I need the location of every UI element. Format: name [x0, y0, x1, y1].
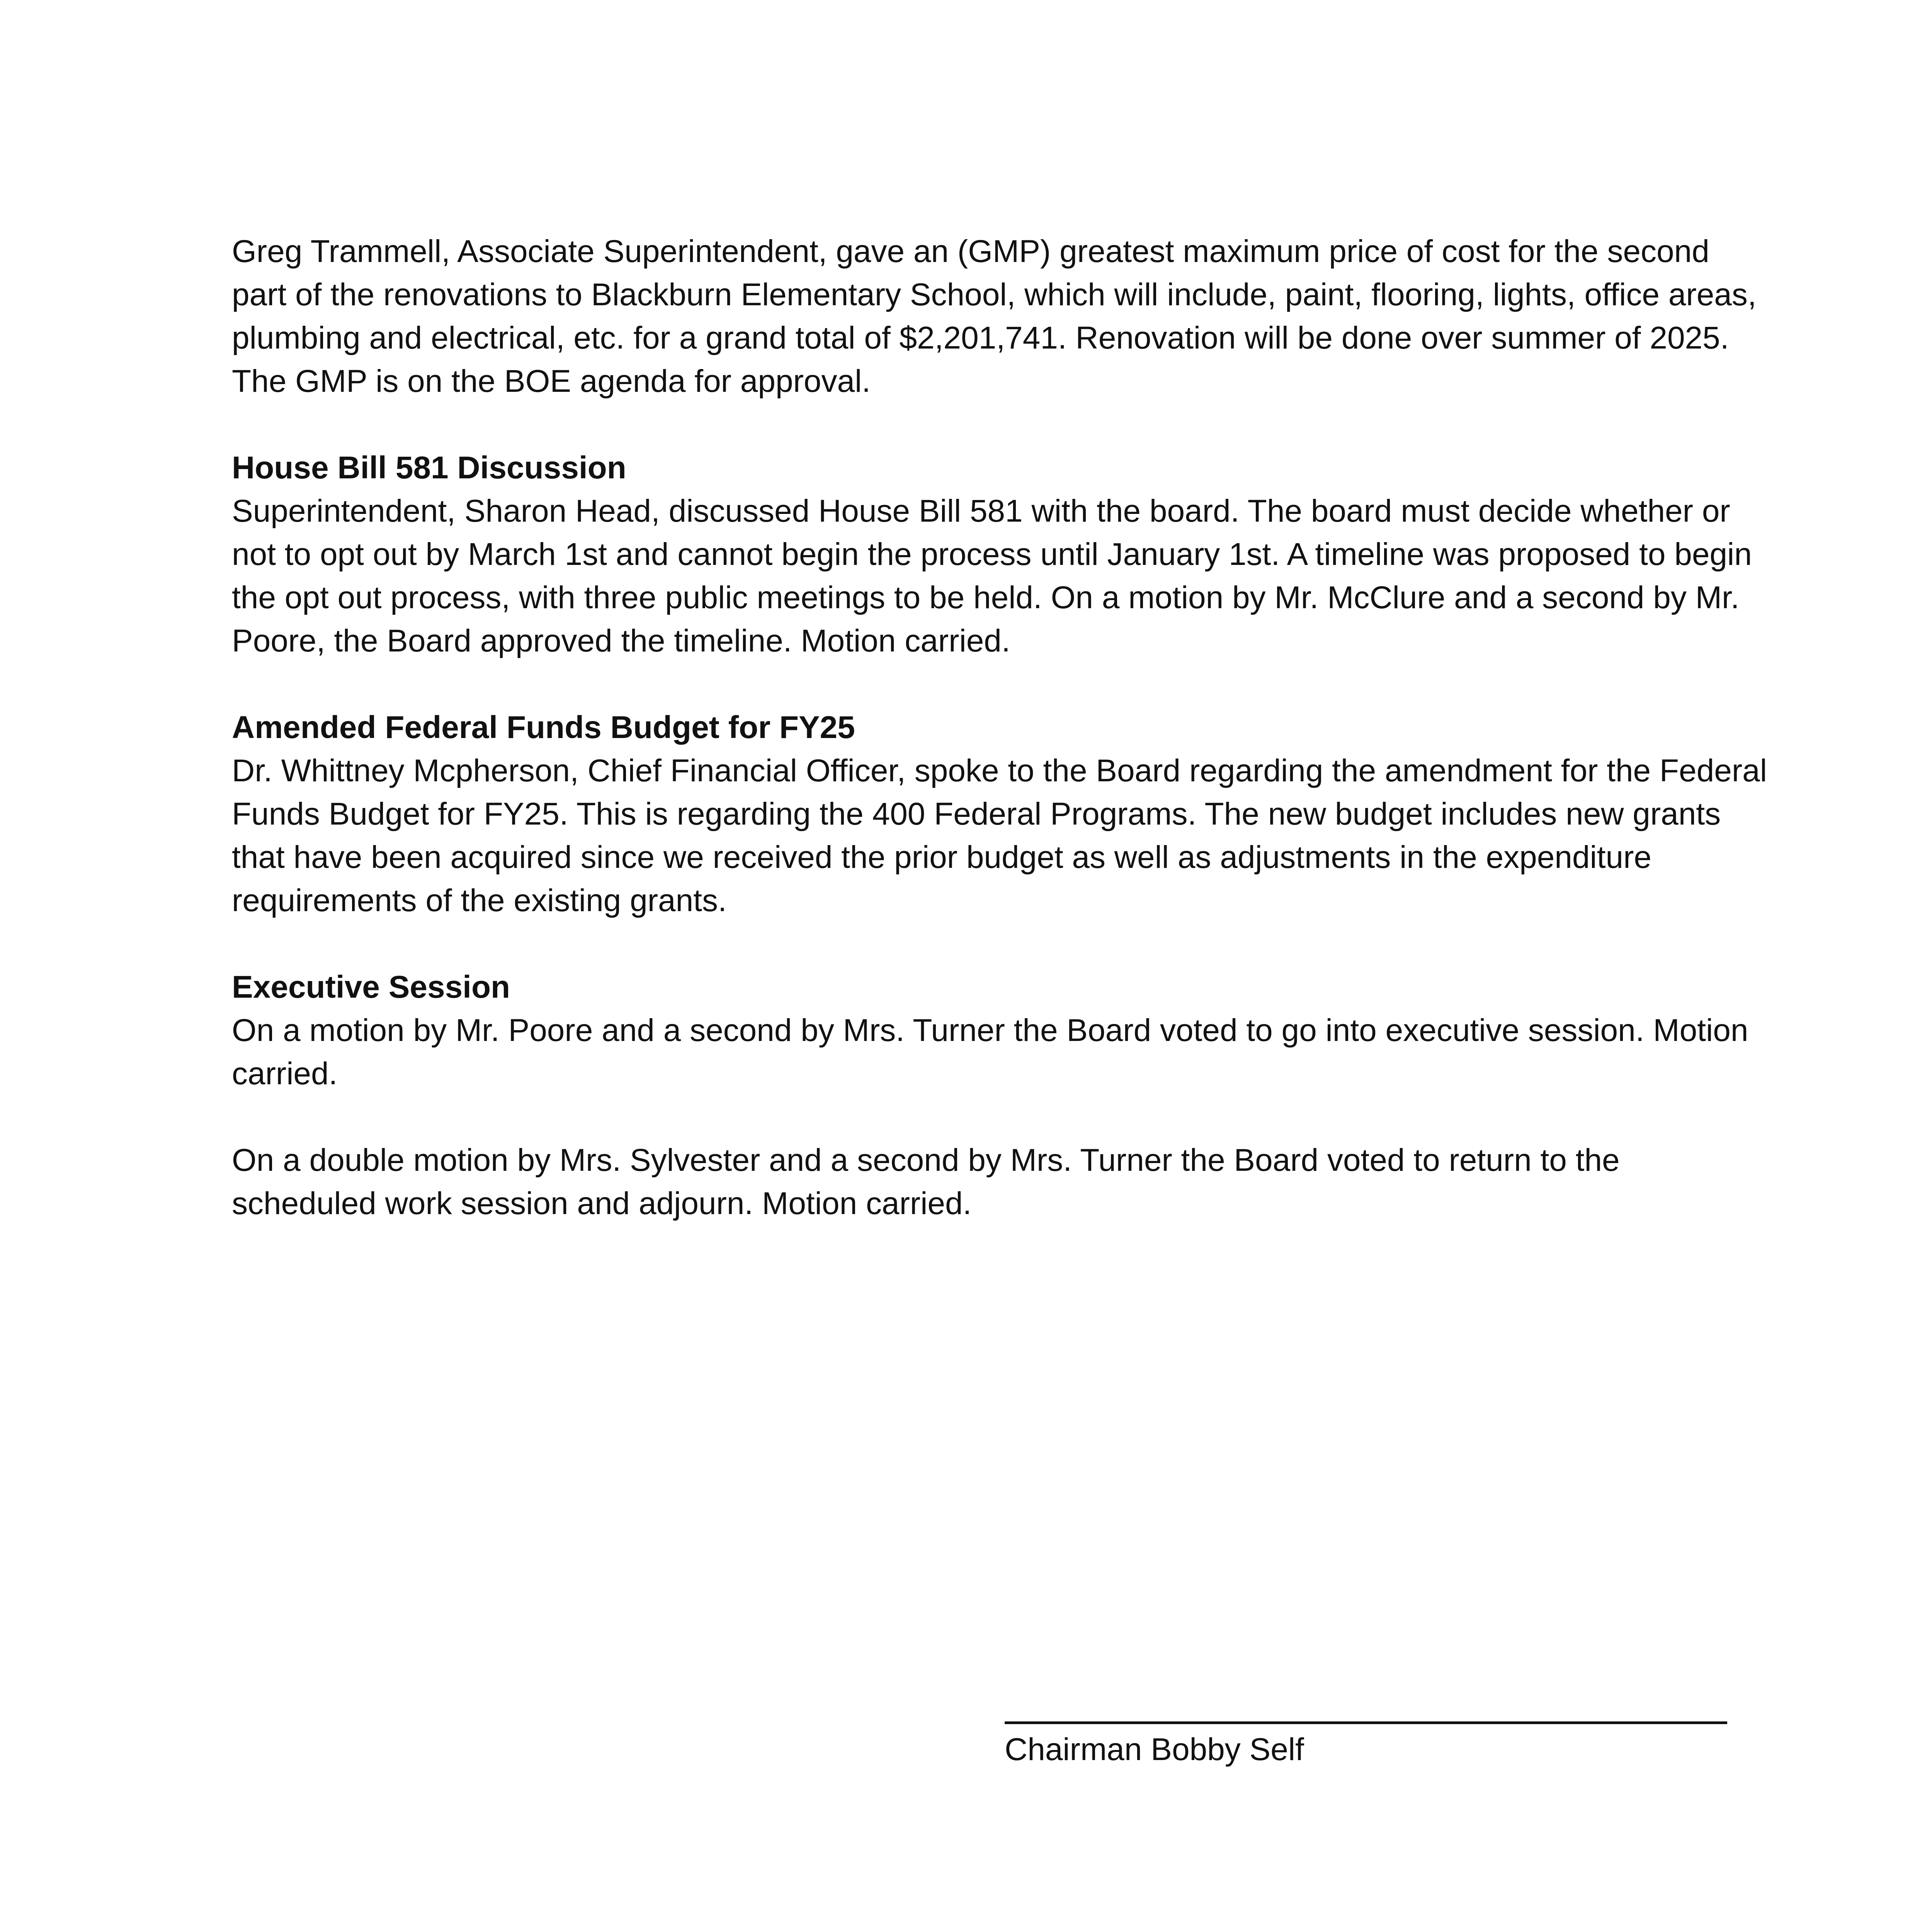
signature-line: [1005, 1721, 1727, 1724]
section-body: Superintendent, Sharon Head, discussed House Bill 581 with the board. The board must decide whether or not to opt out by March 1st and cannot begin the process until January 1st. A timeline was proposed to begin the opt out process, with three public meetings to be held. On a motion by Mr. McClure and a second by Mr. Poore, the Board approved the timeline. Motion carried.: [232, 493, 1752, 658]
signature-label: Chairman Bobby Self: [1005, 1732, 1304, 1767]
section-amended-federal-funds: [232, 706, 1770, 922]
section-body: On a motion by Mr. Poore and a second by Mrs. Turner the Board voted to go into executive session. Motion carried.: [232, 1013, 1748, 1091]
section-heading: House Bill 581 Discussion: [232, 450, 626, 485]
section-heading: Executive Session: [232, 969, 510, 1005]
signature-block-chairman: [1005, 1721, 1727, 1771]
section-body: Dr. Whittney Mcpherson, Chief Financial Officer, spoke to the Board regarding the amendment for the Federal Funds Budget for FY25. This is regarding the 400 Federal Programs. The new budget includes new grants that have been acquired since we received the prior budget as well as adjustments in the expenditure requirements of the existing grants.: [232, 753, 1767, 918]
renovation-paragraph: Greg Trammell, Associate Superintendent, gave an (GMP) greatest maximum price of cost for the second part of the renovations to Blackburn Elementary School, which will include, paint, flooring, lights, office areas, plumbing and electrical, etc. for a grand total of $2,201,741. Renovation will be done over summer of 2025. The GMP is on the BOE agenda for approval.: [232, 234, 1757, 399]
section-house-bill-581: [232, 446, 1770, 663]
section-executive-session: [232, 966, 1770, 1095]
document-body: [232, 230, 1770, 1269]
section-heading: Amended Federal Funds Budget for FY25: [232, 710, 855, 745]
closing-paragraph: On a double motion by Mrs. Sylvester and a second by Mrs. Turner the Board voted to return to the scheduled work session and adjourn. Motion carried.: [232, 1143, 1620, 1221]
